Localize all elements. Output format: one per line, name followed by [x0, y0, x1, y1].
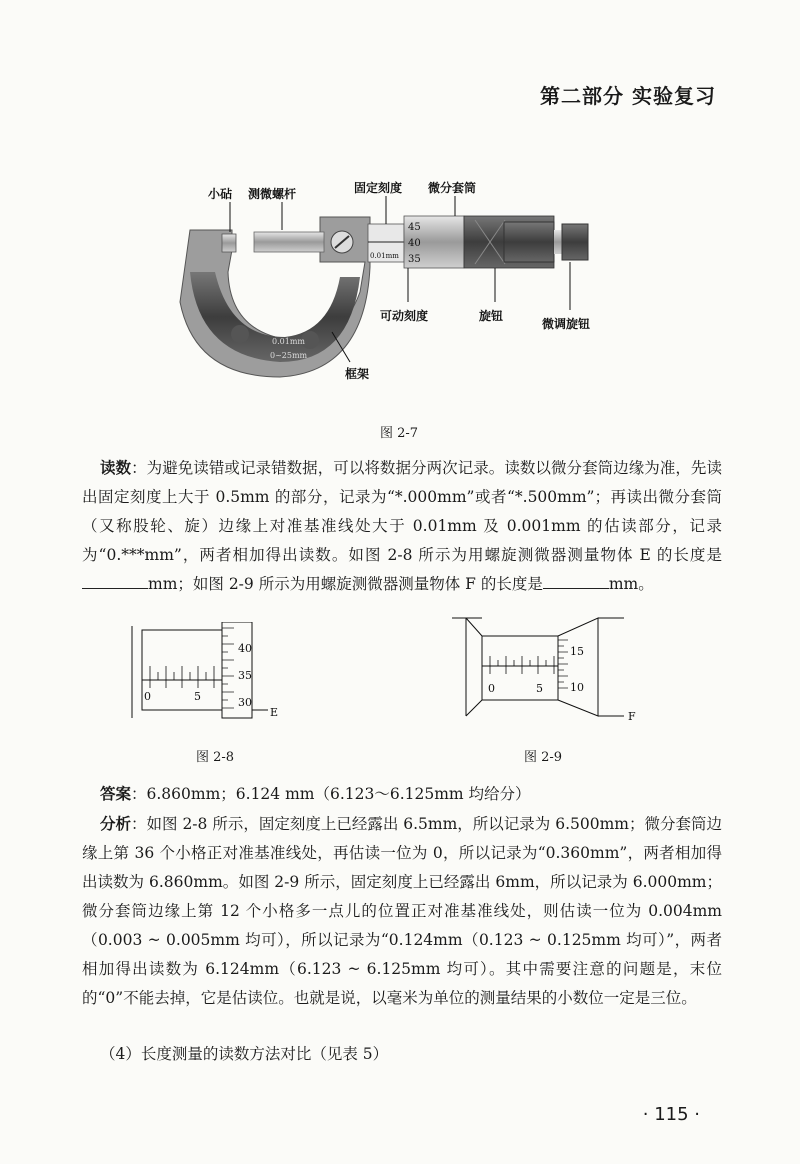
- frame-text-1: 0.01mm: [272, 337, 305, 346]
- sleeve-mark: 0.01mm: [370, 252, 399, 260]
- answer-blank-e[interactable]: [82, 574, 148, 589]
- fig28-mark-35: 35: [238, 669, 252, 682]
- label-anvil: 小砧: [208, 187, 233, 201]
- label-thimble: 微分套筒: [428, 181, 477, 195]
- reading-text-1: ：为避免读错或记录错数据，可以将数据分两次记录。读数以微分套筒边缘为准，先读出固定刻度上大于 0.5mm 的部分，记录为“*.000mm”或者“*.500mm”；再读出微分套筒（又称股轮、旋）边缘上对准基准线处大于 0.01mm 及 0.001mm 的估读部分，记录为“0.***mm”，两者相加得出读数。如图 2-8 所示为用螺旋测微器测量物体 E 的长度是: [82, 459, 722, 564]
- section-4-heading: （4）长度测量的读数方法对比（见表 5）: [100, 1045, 389, 1063]
- answer-text: ：6.860mm；6.124 mm（6.123～6.125mm 均给分）: [131, 785, 531, 803]
- fig29-mark-10: 10: [570, 681, 584, 694]
- answer-paragraph: [82, 780, 722, 809]
- figure-2-7-micrometer: [170, 172, 630, 397]
- label-fine-knob: 微调旋钮: [542, 317, 591, 331]
- fig29-mark-15: 15: [570, 645, 584, 658]
- thimble-mark-45: 45: [408, 222, 421, 233]
- fig28-mark-30: 30: [238, 696, 252, 709]
- analysis-text: ：如图 2-8 所示，固定刻度上已经露出 6.5mm，所以记录为 6.500mm；微分套筒边缘上第 36 个小格正对准基准线处，再估读一位为 0，所以记录为“0.360mm”，两者相加得出读数为 6.860mm。如图 2-9 所示，固定刻度上已经露出 6mm，所以记录为 6.000mm；微分套筒边缘上第 12 个小格多一点儿的位置正对准基准线处，则估读一位为 0.004mm（0.003 ~ 0.005mm 均可），所以记录为“0.124mm（0.123 ~ 0.125mm 均可）”，两者相加得出读数为 6.124mm（6.123 ~ 6.125mm 均可）。其中需要注意的问题是，末位的“0”不能去掉，它是估读位。也就是说，以毫米为单位的测量结果的小数位一定是三位。: [82, 815, 723, 1007]
- page-number: · 115 ·: [642, 1104, 700, 1125]
- reading-text-3: mm。: [608, 575, 654, 593]
- figure-2-8-scale: [128, 622, 293, 722]
- label-movable-scale: 可动刻度: [380, 309, 429, 323]
- label-frame: 框架: [345, 367, 370, 381]
- reading-title: 读数: [100, 459, 132, 477]
- figure-2-8-caption: 图 2-8: [196, 750, 235, 765]
- label-fixed-scale: 固定刻度: [354, 181, 403, 195]
- figure-2-7-caption: 图 2-7: [380, 426, 419, 441]
- analysis-paragraph: [82, 810, 722, 1013]
- label-spindle: 测微螺杆: [248, 187, 297, 201]
- analysis-title: 分析: [100, 815, 132, 833]
- fig28-sleeve-0: 0: [144, 690, 151, 703]
- answer-blank-f[interactable]: [543, 574, 609, 589]
- fig29-object-f: F: [628, 710, 636, 722]
- reading-text-2: mm；如图 2-9 所示为用螺旋测微器测量物体 F 的长度是: [148, 575, 543, 593]
- figure-2-9-scale: [452, 612, 642, 722]
- thimble-mark-35: 35: [408, 254, 421, 265]
- answer-title: 答案: [100, 785, 132, 803]
- thimble-mark-40: 40: [408, 238, 421, 249]
- label-knob: 旋钮: [479, 309, 504, 323]
- fig29-sleeve-0: 0: [488, 682, 495, 695]
- page-header: 第二部分 实验复习: [540, 84, 716, 108]
- frame-text-2: 0~25mm: [270, 351, 308, 360]
- fig29-sleeve-5: 5: [536, 682, 543, 695]
- fig28-mark-40: 40: [238, 642, 252, 655]
- reading-paragraph: [82, 454, 722, 599]
- fig28-object-e: E: [270, 706, 279, 719]
- figure-2-9-caption: 图 2-9: [524, 750, 563, 765]
- fig28-sleeve-5: 5: [194, 690, 201, 703]
